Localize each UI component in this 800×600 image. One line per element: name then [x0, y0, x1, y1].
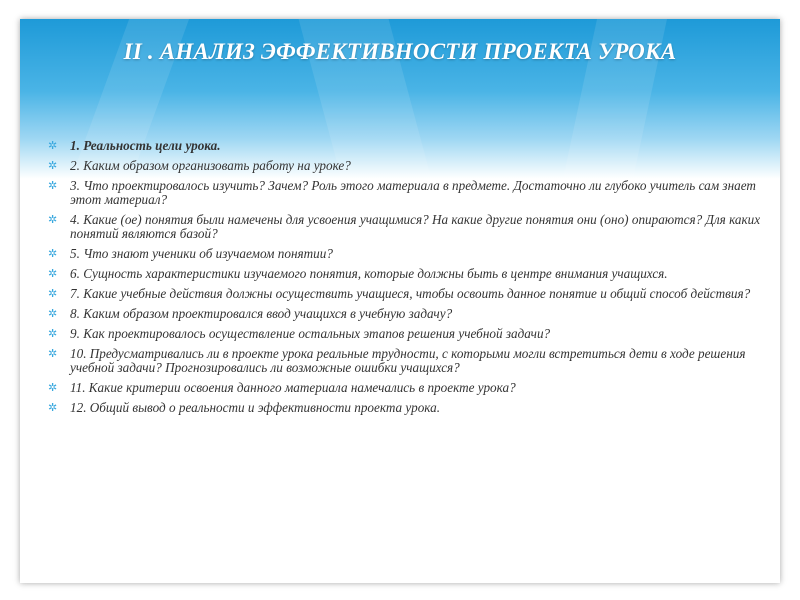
- list-item: [48, 139, 768, 153]
- star-bullet-icon: ✲: [48, 214, 58, 226]
- list-item: [48, 213, 768, 241]
- list-item-text: 9. Как проектировалось осуществление остальных этапов решения учебной задачи?: [70, 326, 551, 341]
- list-item-text: 12. Общий вывод о реальности и эффективности проекта урока.: [70, 400, 441, 415]
- list-item-text: 7. Какие учебные действия должны осуществить учащиеся, чтобы освоить данное понятие и общий способ действия?: [70, 286, 751, 301]
- list-item: [48, 401, 768, 415]
- list-item: [48, 247, 768, 261]
- star-bullet-icon: ✲: [48, 180, 58, 192]
- star-bullet-icon: ✲: [48, 288, 58, 300]
- list-item-text: 1. Реальность цели урока.: [70, 138, 221, 153]
- list-item-text: 6. Сущность характеристики изучаемого понятия, которые должны быть в центре внимания учащихся.: [70, 266, 668, 281]
- star-bullet-icon: ✲: [48, 328, 58, 340]
- list-item-text: 2. Каким образом организовать работу на уроке?: [70, 158, 351, 173]
- question-list: [48, 139, 768, 421]
- star-bullet-icon: ✲: [48, 402, 58, 414]
- list-item-text: 11. Какие критерии освоения данного материала намечались в проекте урока?: [70, 380, 516, 395]
- star-bullet-icon: ✲: [48, 308, 58, 320]
- list-item: [48, 267, 768, 281]
- list-item: [48, 327, 768, 341]
- list-item: [48, 159, 768, 173]
- star-bullet-icon: ✲: [48, 160, 58, 172]
- star-bullet-icon: ✲: [48, 382, 58, 394]
- list-item: [48, 179, 768, 207]
- list-item: [48, 381, 768, 395]
- list-item-text: 5. Что знают ученики об изучаемом понятии?: [70, 246, 333, 261]
- slide: [20, 19, 780, 583]
- list-item-text: 8. Каким образом проектировался ввод учащихся в учебную задачу?: [70, 306, 453, 321]
- star-bullet-icon: ✲: [48, 268, 58, 280]
- list-item-text: 4. Какие (ое) понятия были намечены для усвоения учащимися? На какие другие понятия они (оно) опираются? Для каких понятий являются базой?: [70, 212, 761, 241]
- list-item: [48, 347, 768, 375]
- list-item: [48, 287, 768, 301]
- star-bullet-icon: ✲: [48, 248, 58, 260]
- slide-title: II . АНАЛИЗ ЭФФЕКТИВНОСТИ ПРОЕКТА УРОКА: [123, 39, 677, 64]
- list-item: [48, 307, 768, 321]
- list-item-text: 3. Что проектировалось изучить? Зачем? Роль этого материала в предмете. Достаточно ли глубоко учитель сам знает этот материал?: [70, 178, 756, 207]
- star-bullet-icon: ✲: [48, 348, 58, 360]
- list-item-text: 10. Предусматривались ли в проекте урока реальные трудности, с которыми могли встретиться дети в ходе решения учебной задачи? Прогнозировались ли возможные ошибки учащихся?: [70, 346, 746, 375]
- star-bullet-icon: ✲: [48, 140, 58, 152]
